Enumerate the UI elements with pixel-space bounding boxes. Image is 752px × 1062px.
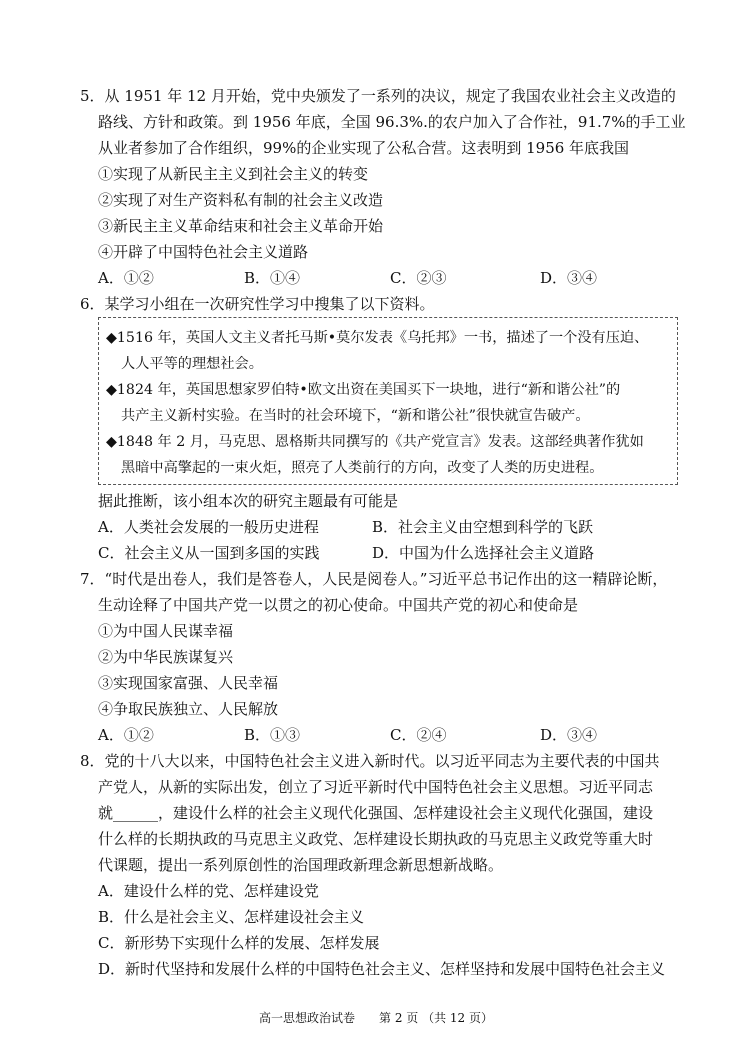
- q6-material-line-1: ◆1516 年，英国人文主义者托马斯•莫尔发表《乌托邦》一书，描述了一个没有压迫、: [106, 330, 649, 346]
- q6-material-line-3: ◆1824 年，英国思想家罗伯特•欧文出资在美国买下一块地，进行“新和谐公社”的: [106, 382, 621, 398]
- q5-stem-line-2: 路线、方针和政策。到 1956 年底，全国 96.3%.的农户加入了合作社，91.7%的手工业: [98, 113, 686, 131]
- q5-item-3: ③新民主主义革命结束和社会主义革命开始: [98, 217, 384, 235]
- q5-item-2: ②实现了对生产资料私有制的社会主义改造: [98, 191, 384, 209]
- q5-option-d: D．③④: [540, 269, 598, 287]
- q5-options: [98, 268, 658, 288]
- q8-option-c: C．新形势下实现什么样的发展、怎样发展: [98, 934, 380, 952]
- q8-stem-line-2: 产党人，从新的实际出发，创立了习近平新时代中国特色社会主义思想。习近平同志: [98, 778, 654, 796]
- q8-option-b: B．什么是社会主义、怎样建设社会主义: [98, 908, 365, 926]
- q5-option-c: C．②③: [390, 269, 447, 287]
- q6-stem: 6．某学习小组在一次研究性学习中搜集了以下资料。: [80, 295, 435, 313]
- q6-question: 据此推断，该小组本次的研究主题最有可能是: [98, 492, 399, 510]
- q7-stem-line-1: 7．“时代是出卷人，我们是答卷人，人民是阅卷人。”习近平总书记作出的这一精辟论断，: [80, 570, 668, 588]
- q6-material-line-5: ◆1848 年 2 月，马克思、恩格斯共同撰写的《共产党宣言》发表。这部经典著作犹如: [106, 434, 644, 450]
- page-footer: 高一思想政治试卷 第 2 页 （共 12 页）: [259, 1011, 493, 1025]
- q5-stem-line-1: 5．从 1951 年 12 月开始，党中央颁发了一系列的决议，规定了我国农业社会主义改造的: [80, 87, 676, 105]
- q7-option-b: B．①③: [244, 726, 301, 744]
- q6-option-b: B．社会主义由空想到科学的飞跃: [372, 518, 594, 536]
- q7-item-2: ②为中华民族谋复兴: [98, 648, 234, 666]
- q5-item-4: ④开辟了中国特色社会主义道路: [98, 243, 309, 261]
- q5-stem-line-3: 从业者参加了合作组织，99%的企业实现了公私合营。这表明到 1956 年底我国: [98, 139, 630, 157]
- q8-option-d: D．新时代坚持和发展什么样的中国特色社会主义、怎样坚持和发展中国特色社会主义: [98, 960, 666, 978]
- q7-stem-line-2: 生动诠释了中国共产党一以贯之的初心使命。中国共产党的初心和使命是: [98, 596, 579, 614]
- q7-item-4: ④争取民族独立、人民解放: [98, 700, 279, 718]
- q7-option-c: C．②④: [390, 726, 447, 744]
- q7-option-d: D．③④: [540, 726, 598, 744]
- q7-options: [98, 725, 658, 745]
- q5-option-b: B．①④: [244, 269, 301, 287]
- q6-material-line-4: 共产主义新村实验。在当时的社会环境下，“新和谐公社”很快就宣告破产。: [121, 408, 590, 424]
- q8-stem-line-4: 什么样的长期执政的马克思主义政党、怎样建设长期执政的马克思主义政党等重大时: [98, 830, 654, 848]
- q6-option-d: D．中国为什么选择社会主义道路: [372, 544, 595, 562]
- q8-stem-line-5: 代课题，提出一系列原创性的治国理政新理念新思想新战略。: [98, 856, 504, 874]
- q7-option-a: A．①②: [98, 726, 154, 744]
- q5-option-a: A．①②: [98, 269, 154, 287]
- q6-options-row-1: [98, 517, 658, 537]
- q6-option-c: C．社会主义从一国到多国的实践: [98, 544, 320, 562]
- q6-option-a: A．人类社会发展的一般历史进程: [98, 518, 319, 536]
- q7-item-1: ①为中国人民谋幸福: [98, 622, 234, 640]
- q7-item-3: ③实现国家富强、人民幸福: [98, 674, 279, 692]
- q6-material-line-6: 黑暗中高擎起的一束火炬，照亮了人类前行的方向，改变了人类的历史进程。: [121, 460, 604, 476]
- q5-item-1: ①实现了从新民主主义到社会主义的转变: [98, 165, 369, 183]
- q8-stem-line-1: 8．党的十八大以来，中国特色社会主义进入新时代。以习近平同志为主要代表的中国共: [80, 752, 660, 770]
- q6-options-row-2: [98, 543, 658, 563]
- q8-stem-line-3: 就______，建设什么样的社会主义现代化强国、怎样建设社会主义现代化强国，建设: [98, 804, 654, 822]
- q8-option-a: A．建设什么样的党、怎样建设党: [98, 882, 319, 900]
- q6-material-line-2: 人人平等的理想社会。: [121, 356, 263, 372]
